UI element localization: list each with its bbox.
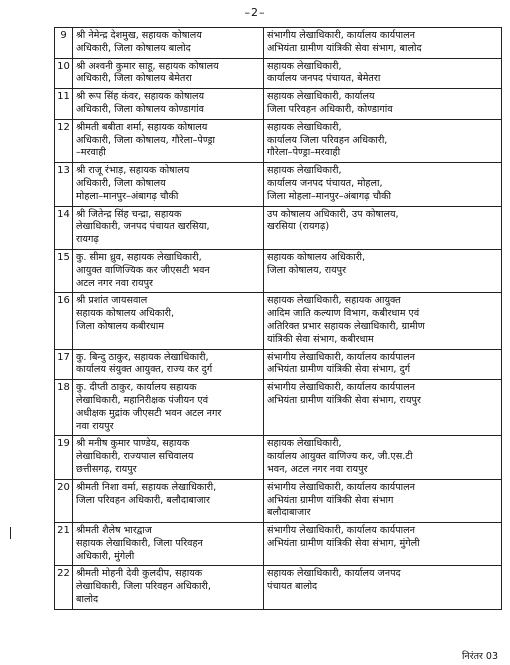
table-row: [55, 28, 502, 59]
posting-cell: संभागीय लेखाधिकारी, कार्यालय कार्यपालन अभियंता ग्रामीण यांत्रिकी सेवा संभाग बलौदाबाजार: [264, 479, 502, 522]
officer-cell: श्री मनीष कुमार पाण्डेय, सहायक लेखाधिकारी, राज्यपाल सचिवालय छत्तीसगढ़, रायपुर: [73, 436, 264, 479]
serial-number-cell: 20: [55, 479, 73, 522]
officer-cell: श्री प्रशांत जायसवाल सहायक कोषालय अधिकारी, जिला कोषालय कबीरधाम: [73, 293, 264, 349]
officer-cell: श्री रूप सिंह कंवर, सहायक कोषालय अधिकारी, जिला कोषालय कोण्डागांव: [73, 89, 264, 120]
serial-number-cell: 14: [55, 206, 73, 249]
table-row: [55, 380, 502, 436]
posting-cell: सहायक लेखाधिकारी, कार्यालय जनपद पंचायत, मोहला, जिला मोहला–मानपुर–अंबागढ़ चौकी: [264, 163, 502, 206]
table-row: [55, 436, 502, 479]
posting-cell: सहायक कोषालय अधिकारी, जिला कोषालय, रायपुर: [264, 249, 502, 292]
officer-cell: श्रीमती मोहनी देवी कुलदीप, सहायक लेखाधिकारी, जिला परिवहन अधिकारी, बालोद: [73, 566, 264, 609]
page-number: –2–: [244, 6, 266, 19]
serial-number-cell: 13: [55, 163, 73, 206]
officer-cell: श्रीमती निशा वर्मा, सहायक लेखाधिकारी, जिला परिवहन अधिकारी, बलौदाबाजार: [73, 479, 264, 522]
table-row: [55, 119, 502, 162]
serial-number-cell: 17: [55, 349, 73, 380]
table-row: [55, 58, 502, 89]
table-row: [55, 523, 502, 566]
transfer-table: [54, 27, 502, 610]
serial-number-cell: 21: [55, 523, 73, 566]
serial-number-cell: 9: [55, 28, 73, 59]
posting-cell: संभागीय लेखाधिकारी, कार्यालय कार्यपालन अभियंता ग्रामीण यांत्रिकी सेवा संभाग, दुर्ग: [264, 349, 502, 380]
officer-cell: कु. सीमा ध्रुव, सहायक लेखाधिकारी, आयुक्त वाणिज्यिक कर जीएसटी भवन अटल नगर नवा रायपुर: [73, 249, 264, 292]
posting-cell: संभागीय लेखाधिकारी, कार्यालय कार्यपालन अभियंता ग्रामीण यांत्रिकी सेवा संभाग, रायपुर: [264, 380, 502, 436]
posting-cell: सहायक लेखाधिकारी, कार्यालय जिला परिवहन अधिकारी, कोण्डागांव: [264, 89, 502, 120]
officer-cell: श्री राजू रंभाड़, सहायक कोषालय अधिकारी, जिला कोषालय मोहला–मानपुर–अंबागढ़ चौकी: [73, 163, 264, 206]
serial-number-cell: 15: [55, 249, 73, 292]
posting-cell: सहायक लेखाधिकारी, कार्यालय जिला परिवहन अधिकारी, गौरेला–पेण्ड्रा–मरवाही: [264, 119, 502, 162]
posting-cell: उप कोषालय अधिकारी, उप कोषालय, खरसिया (रायगढ़): [264, 206, 502, 249]
posting-cell: सहायक लेखाधिकारी, कार्यालय जनपद पंचायत, बेमेतरा: [264, 58, 502, 89]
table-body: [55, 28, 502, 610]
officer-cell: श्रीमती बबीता शर्मा, सहायक कोषालय अधिकारी, जिला कोषालय, गौरेला–पेण्ड्रा –मरवाही: [73, 119, 264, 162]
posting-cell: संभागीय लेखाधिकारी, कार्यालय कार्यपालन अभियंता ग्रामीण यांत्रिकी सेवा संभाग, मुंगेली: [264, 523, 502, 566]
officer-cell: श्री नेमेन्द्र देशमुख, सहायक कोषालय अधिकारी, जिला कोषालय बालोद: [73, 28, 264, 59]
table-row: [55, 479, 502, 522]
officer-cell: श्री जितेन्द्र सिंह चन्द्रा, सहायक लेखाधिकारी, जनपद पंचायत खरसिया, रायगढ़: [73, 206, 264, 249]
margin-mark: [10, 527, 11, 539]
continued-note: निरंतर 03: [461, 651, 498, 662]
officer-cell: कु. दीप्ती ठाकुर, कार्यालय सहायक लेखाधिकारी, महानिरीक्षक पंजीयन एवं अधीक्षक मुद्रांक जीएसटी भवन अटल नगर नवा रायपुर: [73, 380, 264, 436]
table-row: [55, 249, 502, 292]
posting-cell: सहायक लेखाधिकारी, कार्यालय आयुक्त वाणिज्य कर, जी.एस.टी भवन, अटल नगर नवा रायपुर: [264, 436, 502, 479]
serial-number-cell: 10: [55, 58, 73, 89]
serial-number-cell: 16: [55, 293, 73, 349]
officer-cell: श्रीमती शैलेष भारद्वाज सहायक लेखाधिकारी, जिला परिवहन अधिकारी, मुंगेली: [73, 523, 264, 566]
serial-number-cell: 11: [55, 89, 73, 120]
posting-cell: सहायक लेखाधिकारी, सहायक आयुक्त आदिम जाति कल्याण विभाग, कबीरधाम एवं अतिरिक्त प्रभार सहायक लेखाधिकारी, ग्रामीण यांत्रिकी सेवा संभाग, कबीरधाम: [264, 293, 502, 349]
serial-number-cell: 18: [55, 380, 73, 436]
officer-cell: कु. बिन्दु ठाकुर, सहायक लेखाधिकारी, कार्यालय संयुक्त आयुक्त, राज्य कर दुर्ग: [73, 349, 264, 380]
serial-number-cell: 12: [55, 119, 73, 162]
serial-number-cell: 22: [55, 566, 73, 609]
table-row: [55, 89, 502, 120]
table-row: [55, 163, 502, 206]
officer-cell: श्री अश्वनी कुमार साहू, सहायक कोषालय अधिकारी, जिला कोषालय बेमेतरा: [73, 58, 264, 89]
table-row: [55, 293, 502, 349]
posting-cell: सहायक लेखाधिकारी, कार्यालय जनपद पंचायत बालोद: [264, 566, 502, 609]
posting-cell: संभागीय लेखाधिकारी, कार्यालय कार्यपालन अभियंता ग्रामीण यांत्रिकी सेवा संभाग, बालोद: [264, 28, 502, 59]
serial-number-cell: 19: [55, 436, 73, 479]
table-row: [55, 349, 502, 380]
table-row: [55, 566, 502, 609]
table-row: [55, 206, 502, 249]
